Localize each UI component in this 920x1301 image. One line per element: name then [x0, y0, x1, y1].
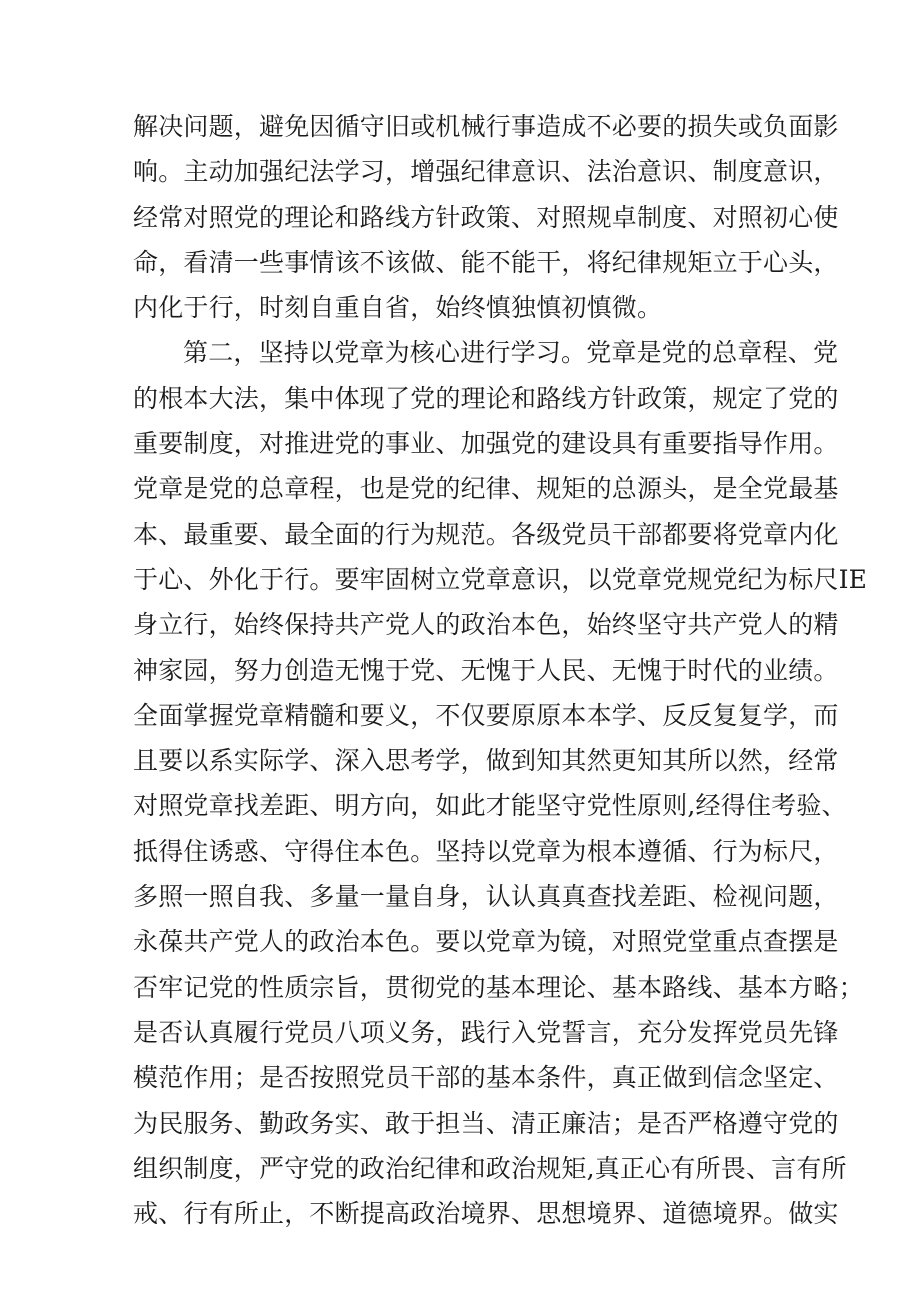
text-line: 于心、外化于行。要牢固树立党章意识，以党章党规党纪为标尺IE	[133, 564, 868, 594]
text-line: 神家园，努力创造无愧于党、无愧于人民、无愧于时代的业绩。	[133, 655, 839, 685]
text-line: 本、最重要、最全面的行为规范。各级党员干部都要将党章内化	[133, 519, 839, 549]
text-line: 党章是党的总章程，也是党的纪律、规矩的总源头，是全党最基	[133, 474, 839, 504]
text-line: 且要以系实际学、深入思考学，做到知其然更知其所以然，经常	[133, 746, 839, 776]
text-line: 模范作用；是否按照党员干部的基本条件，真正做到信念坚定、	[133, 1063, 839, 1093]
text-line: 多照一照自我、多量一量自身，认认真真查找差距、检视问题，	[133, 882, 839, 912]
text-line: 否牢记党的性质宗旨，贯彻党的基本理论、基本路线、基本方略；	[133, 972, 864, 1002]
text-line: 抵得住诱惑、守得住本色。坚持以党章为根本遵循、行为标尺，	[133, 836, 839, 866]
text-line: 经常对照党的理论和路线方针政策、对照规卓制度、对照初心使	[133, 202, 839, 232]
text-line: 全面掌握党章精髓和要义，不仅要原原本本学、反反复复学，而	[133, 700, 839, 730]
document-body	[133, 104, 868, 1236]
text-line: 戒、行有所止，不断提高政治境界、思想境界、道德境界。做实	[133, 1199, 839, 1229]
text-line: 内化于行，时刻自重自省，始终慎独慎初慎微。	[133, 293, 663, 323]
text-line: 对照党章找差距、明方向，如此才能坚守党性原则,经得住考验、	[133, 791, 847, 821]
text-line: 命，看清一些事情该不该做、能不能干，将纪律规矩立于心头，	[133, 247, 839, 277]
text-line: 的根本大法，集中体现了党的理论和路线方针政策，规定了党的	[133, 383, 839, 413]
text-line: 是否认真履行党员八项义务，践行入党誓言，充分发挥党员先锋	[133, 1017, 839, 1047]
text-line: 组织制度，严守党的政治纪律和政治规矩,真正心有所畏、言有所	[133, 1153, 847, 1183]
text-line: 响。主动加强纪法学习，增强纪律意识、法治意识、制度意识，	[133, 157, 839, 187]
text-line: 永葆共产党人的政治本色。要以党章为镜，对照党堂重点查摆是	[133, 927, 839, 957]
text-line: 为民服务、勤政务实、敢于担当、清正廉洁；是否严格遵守党的	[133, 1108, 839, 1138]
text-line: 解决问题，避免因循守旧或机械行事造成不必要的损失或负面影	[133, 112, 839, 141]
paragraph-start-line: 第二，坚持以党章为核心进行学习。党章是党的总章程、党	[183, 338, 839, 368]
text-line: 重要制度，对推进党的事业、加强党的建设具有重要指导作用。	[133, 429, 839, 459]
text-line: 身立行，始终保持共产党人的政治本色，始终坚守共产党人的精	[133, 610, 839, 640]
